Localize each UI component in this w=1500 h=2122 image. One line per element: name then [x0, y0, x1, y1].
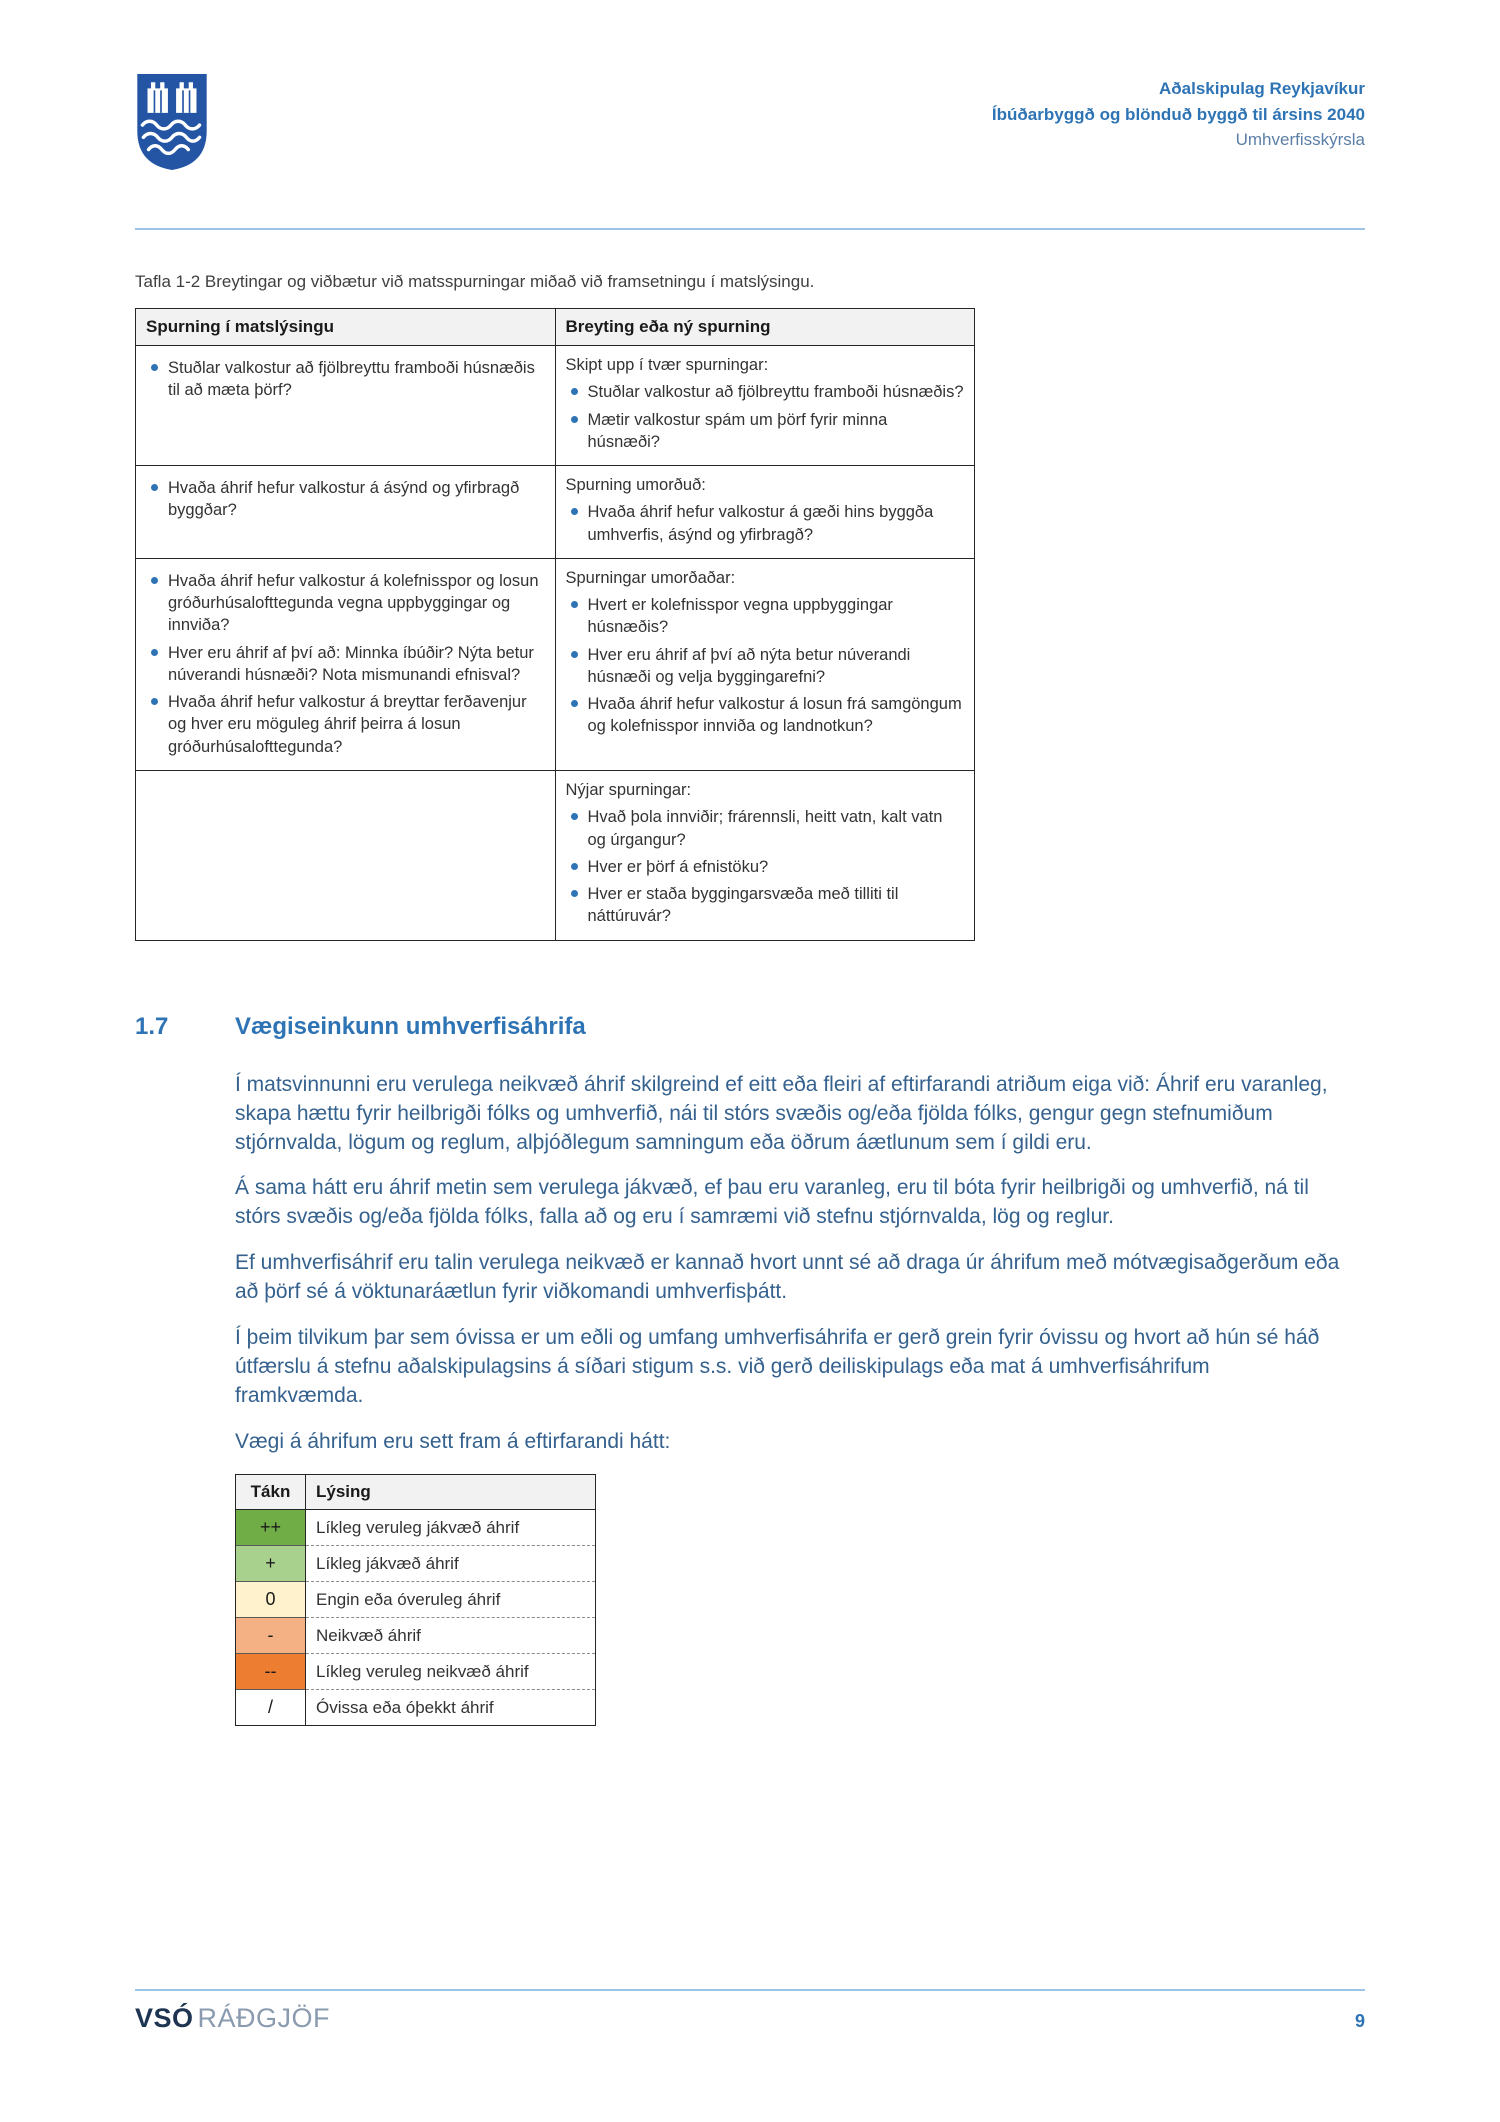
bullet-item: Stuðlar valkostur að fjölbreyttu framboði húsnæðis?: [566, 381, 965, 403]
brand-name-bold: VSÓ: [135, 2003, 194, 2033]
header-divider: [135, 228, 1365, 230]
bullet-item: Hvaða áhrif hefur valkostur á gæði hins byggða umhverfis, ásýnd og yfirbragð?: [566, 501, 965, 546]
table-cell: [555, 346, 975, 466]
table-cell: [555, 558, 975, 770]
section-number: 1.7: [135, 1012, 169, 1040]
report-title-block: [992, 72, 1365, 153]
section-title: Vægiseinkunn umhverfisáhrifa: [235, 1012, 586, 1040]
bullet-item: Hver eru áhrif af því að: Minnka íbúðir? Nýta betur núverandi húsnæði? Nota mismunandi efnisval?: [146, 642, 545, 687]
paragraph: Vægi á áhrifum eru sett fram á eftirfarandi hátt:: [235, 1430, 671, 1454]
table-cell-empty: [136, 770, 556, 940]
table-caption: Tafla 1-2 Breytingar og viðbætur við matsspurningar miðað við framsetningu í matslýsingu.: [135, 272, 815, 291]
paragraph: Á sama hátt eru áhrif metin sem verulega jákvæð, ef þau eru varanleg, eru til bóta fyrir heilbrigði og umhverfið, ná til stórs svæðis og/eða fjölda fólks, falla að og eru í samræmi við stefnu stjórnvalda, lög og reglur.: [235, 1176, 1309, 1229]
legend-symbol-cell: -: [236, 1618, 306, 1654]
column-header-right: Breyting eða ný spurning: [555, 309, 975, 346]
table-cell: [555, 770, 975, 940]
legend-label-cell: Líkleg veruleg neikvæð áhrif: [306, 1654, 596, 1690]
cell-intro: Skipt upp í tvær spurningar:: [565, 356, 769, 374]
company-logo-text: [135, 2003, 330, 2034]
legend-header-row: [236, 1475, 596, 1510]
bullet-item: Hvaða áhrif hefur valkostur á ásýnd og yfirbragð byggðar?: [146, 477, 545, 522]
legend-symbol-cell: ++: [236, 1510, 306, 1546]
bullet-item: Hvað þola innviðir; frárennsli, heitt vatn, kalt vatn og úrgangur?: [566, 806, 965, 851]
bullet-item: Hvaða áhrif hefur valkostur á kolefnisspor og losun gróðurhúsalofttegunda vegna uppbyggingar og innviða?: [146, 570, 545, 637]
questions-table: [135, 308, 975, 941]
legend-label-cell: Engin eða óveruleg áhrif: [306, 1582, 596, 1618]
legend-label-cell: Líkleg veruleg jákvæð áhrif: [306, 1510, 596, 1546]
bullet-item: Hvert er kolefnisspor vegna uppbyggingar húsnæðis?: [566, 594, 965, 639]
table-row: [136, 466, 975, 559]
reykjavik-coat-of-arms-logo: [135, 72, 209, 172]
table-row: [136, 558, 975, 770]
legend-label-cell: Líkleg jákvæð áhrif: [306, 1546, 596, 1582]
footer-divider: [135, 1989, 1365, 1991]
legend-label-cell: Óvissa eða óþekkt áhrif: [306, 1690, 596, 1726]
section-heading: [135, 1013, 1365, 1041]
column-header-left: Spurning í matslýsingu: [136, 309, 556, 346]
legend-row: [236, 1690, 596, 1726]
bullet-item: Hvaða áhrif hefur valkostur á losun frá samgöngum og kolefnisspor innviða og landnotkun?: [566, 693, 965, 738]
bullet-item: Stuðlar valkostur að fjölbreyttu framboði húsnæðis til að mæta þörf?: [146, 357, 545, 402]
legend-row: [236, 1654, 596, 1690]
report-title-line2: Íbúðarbyggð og blönduð byggð til ársins 2040: [991, 104, 1365, 124]
cell-intro: Spurningar umorðaðar:: [565, 568, 736, 587]
bullet-item: Hvaða áhrif hefur valkostur á breyttar ferðavenjur og hver eru möguleg áhrif þeirra á losun gróðurhúsalofttegunda?: [146, 691, 545, 758]
table-row: [136, 770, 975, 940]
paragraph: Í þeim tilvikum þar sem óvissa er um eðli og umfang umhverfisáhrifa er gerð grein fyrir óvissu og hvort að hún sé háð útfærslu á stefnu aðalskipulagsins á síðari stigum s.s. við gerð deiliskipulags eða mat á umhverfisáhrifum framkvæmda.: [235, 1326, 1320, 1408]
impact-legend-table: [235, 1474, 596, 1726]
bullet-item: Hver er staða byggingarsvæða með tilliti til náttúruvár?: [566, 883, 965, 928]
page-footer: [135, 1989, 1365, 2034]
paragraph: Ef umhverfisáhrif eru talin verulega neikvæð er kannað hvort unnt sé að draga úr áhrifum með mótvægisaðgerðum eða að þörf sé á vöktunaráætlun fyrir viðkomandi umhverfisþátt.: [235, 1251, 1340, 1304]
questions-table-header-row: [136, 309, 975, 346]
legend-label-cell: Neikvæð áhrif: [306, 1618, 596, 1654]
legend-symbol-cell: --: [236, 1654, 306, 1690]
legend-symbol-cell: +: [236, 1546, 306, 1582]
legend-symbol-header: Tákn: [236, 1475, 306, 1510]
bullet-item: Mætir valkostur spám um þörf fyrir minna húsnæði?: [566, 409, 965, 454]
legend-row: [236, 1618, 596, 1654]
page-number: 9: [1354, 2011, 1365, 2031]
page-header: [135, 0, 1365, 172]
table-row: [136, 346, 975, 466]
legend-symbol-cell: /: [236, 1690, 306, 1726]
table-cell: [136, 346, 556, 466]
legend-label-header: Lýsing: [306, 1475, 596, 1510]
brand-name-light: RÁÐGJÖF: [197, 2003, 331, 2033]
table-cell: [136, 466, 556, 559]
bullet-item: Hver eru áhrif af því að nýta betur núverandi húsnæði og velja byggingarefni?: [566, 644, 965, 689]
report-subtitle: Umhverfisskýrsla: [1235, 130, 1365, 149]
paragraph: Í matsvinnunni eru verulega neikvæð áhrif skilgreind ef eitt eða fleiri af eftirfarandi atriðum eiga við: Áhrif eru varanleg, skapa hættu fyrir heilbrigði fólks og umhverfið, nái til stórs svæðis og/eða fjölda fólks, gengur gegn stefnumiðum stjórnvalda, lögum og reglum, alþjóðlegum samningum eða öðrum áætlunum sem í gildi eru.: [235, 1072, 1328, 1154]
section-body: [235, 1071, 1340, 1458]
legend-row: [236, 1510, 596, 1546]
report-title-line1: Aðalskipulag Reykjavíkur: [1159, 79, 1365, 98]
legend-symbol-cell: 0: [236, 1582, 306, 1618]
table-cell: [136, 558, 556, 770]
bullet-item: Hver er þörf á efnistöku?: [566, 856, 965, 878]
legend-row: [236, 1582, 596, 1618]
cell-intro: Spurning umorðuð:: [565, 476, 706, 495]
table-cell: [555, 466, 975, 559]
legend-row: [236, 1546, 596, 1582]
cell-intro: Nýjar spurningar:: [565, 780, 692, 799]
